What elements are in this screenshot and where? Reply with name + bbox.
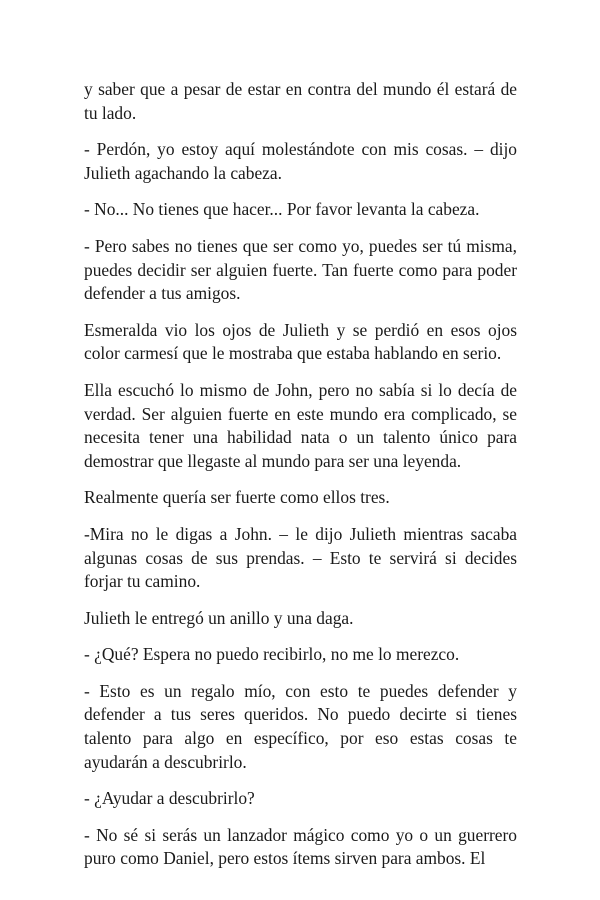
- paragraph: Realmente quería ser fuerte como ellos tres.: [84, 487, 390, 508]
- paragraph: - ¿Ayudar a descubrirlo?: [84, 788, 255, 809]
- paragraph: -Mira no le digas a John. – le dijo Julieth mientras sacaba algunas cosas de sus prendas. – Esto te servirá si decides forjar tu camino.: [84, 523, 517, 592]
- paragraph: - No... No tienes que hacer... Por favor levanta la cabeza.: [84, 199, 480, 220]
- paragraph: Esmeralda vio los ojos de Julieth y se perdió en esos ojos color carmesí que le mostraba que estaba hablando en serio.: [84, 319, 517, 364]
- paragraph: - Esto es un regalo mío, con esto te puedes defender y defender a tus seres queridos. No puedo decirte si tienes talento para algo en específico, por eso estas cosas te ayudarán a descubrirlo.: [84, 680, 517, 772]
- paragraph: Ella escuchó lo mismo de John, pero no sabía si lo decía de verdad. Ser alguien fuerte en este mundo era complicado, se necesita tener una habilidad nata o un talento único para demostrar que llegaste al mundo para ser una leyenda.: [84, 379, 517, 471]
- document-page: [84, 78, 517, 884]
- paragraph: - Pero sabes no tienes que ser como yo, puedes ser tú misma, puedes decidir ser alguien fuerte. Tan fuerte como para poder defender a tus amigos.: [84, 235, 517, 304]
- paragraph: y saber que a pesar de estar en contra del mundo él estará de tu lado.: [84, 79, 517, 123]
- paragraph: - No sé si serás un lanzador mágico como yo o un guerrero puro como Daniel, pero estos ítems sirven para ambos. El: [84, 824, 517, 869]
- paragraph: - Perdón, yo estoy aquí molestándote con mis cosas. – dijo Julieth agachando la cabeza.: [84, 139, 517, 183]
- paragraph: Julieth le entregó un anillo y una daga.: [84, 607, 354, 628]
- paragraph: - ¿Qué? Espera no puedo recibirlo, no me lo merezco.: [84, 644, 460, 665]
